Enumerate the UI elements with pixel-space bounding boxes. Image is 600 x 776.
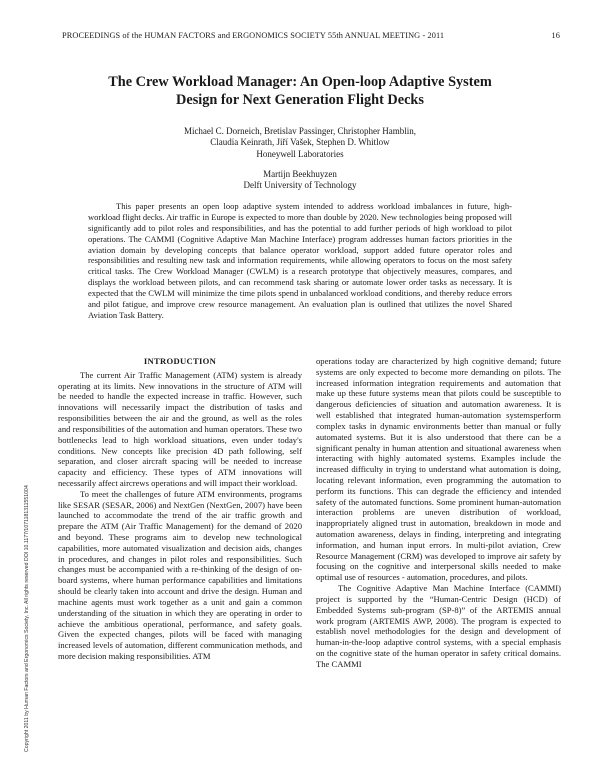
- right-column: [316, 356, 561, 670]
- intro-paragraph-3: operations today are characterized by high cognitive demand; future systems are only expected to become more demanding on pilots. The increased information integration requirements and automation that make up these future systems mean that pilots could be susceptible to dangerous deficiencies of situation and automation awareness. It is well established that integrated human-automation systemsperform complex tasks in dynamic environments better than manual or fully automated systems. But it is also understood that there can be a significant penalty in human attention and situational awareness when interacting with highly automated systems. Examples include the increased difficulty in trying to understand what automation is doing, locating relevant information, even programming the automation to perform its functions. This can degrade the efficiency and intended safety of the automated functions. Some prominent human-automation interaction problems are uneven distribution of workload, inappropriately aligned trust in automation, breakdown in mode and automation awareness, delays in finding, interpreting and integrating information, and human input errors. In multi-pilot aviation, Crew Resource Management (CRM) was developed to improve air safety by focusing on the cognitive and interpersonal skills needed to make optimal use of resources - automation, procedures, and pilots.: [316, 356, 561, 583]
- title-line-2: Design for Next Generation Flight Decks: [176, 91, 424, 108]
- copyright-notice: Copyright 2011 by Human Factors and Ergonomics Society, Inc. All rights reserved DOI 10.1177/1071181311551004: [24, 485, 30, 752]
- left-column: [58, 356, 302, 662]
- abstract-text: This paper presents an open loop adaptive system intended to address workload imbalances in future, high-workload flight decks. Air traffic in Europe is expected to more than double by 2020. New technologies being proposed will significantly add to pilot roles and responsibilities, and has the potential to add further periods of high workload to pilot operations. The CAMMI (Cognitive Adaptive Man Machine Interface) program addresses human factors priorities in the aviation domain by developing concepts that balance operator workload, support added future operator roles and responsibilities and resulting new task and information requirements, while allowing operators to focus on the most safety critical tasks. The Crew Workload Manager (CWLM) is a research prototype that objectively measures, compares, and displays the workload between pilots, and can recommend task sharing or automate lower order tasks as necessary. It is expected that the CWLM will minimize the time pilots spend in unbalanced workload conditions, and thereby reduce errors and pilot fatigue, and improve crew resource management. An evaluation plan is outlined that utilizes the novel Shared Aviation Task Battery.: [88, 201, 512, 320]
- running-title: PROCEEDINGS of the HUMAN FACTORS and ERGONOMICS SOCIETY 55th ANNUAL MEETING - 2011: [62, 31, 445, 40]
- title-line-1: The Crew Workload Manager: An Open-loop Adaptive System: [108, 74, 492, 90]
- author-line-1: Michael C. Dorneich, Bretislav Passinger, Christopher Hamblin,: [183, 126, 417, 136]
- author-block-2: [60, 169, 540, 192]
- intro-paragraph-1: The current Air Traffic Management (ATM) system is already operating at its limits. New innovations in the structure of ATM will be needed to handle the expected increase in traffic. However, such innovations will necessarily impact the distribution of tasks and responsibilities between the air and the ground, as well as the roles and responsibilities of the automation and human operators. These two bottlenecks lead to high workload situations, even under today's conditions. New concepts like precision 4D path following, self separation, and closer aircraft spacing will be needed to increase capacity and efficiency. These types of ATM innovations will necessarily affect aircrews operations and will impact their workload.: [58, 369, 302, 488]
- affiliation-2: Delft University of Technology: [243, 180, 357, 191]
- page-number: 16: [551, 31, 560, 40]
- author-line-2: Claudia Keinrath, Jiří Vašek, Stephen D. Whitlow: [210, 137, 390, 148]
- author-block: [60, 126, 540, 160]
- abstract: [88, 201, 512, 321]
- running-header: [62, 31, 560, 40]
- author-2: Martijn Beekhuyzen: [263, 169, 337, 179]
- affiliation-1: Honeywell Laboratories: [256, 148, 344, 159]
- intro-paragraph-4: The Cognitive Adaptive Man Machine Interface (CAMMI) project is supported by the “Human-Centric Design (HCD) of Embedded Systems sub-program (SP-8)” of the ARTEMIS annual work program (ARTEMIS AWP, 2008). The program is expected to establish novel methodologies for the design and development of human-in-the-loop adaptive control systems, with a special emphasis on the cognitive state of the human operator in safety critical domains. The CAMMI: [316, 583, 561, 669]
- paper-title: [60, 74, 540, 109]
- section-heading-introduction: INTRODUCTION: [143, 356, 217, 366]
- intro-paragraph-2: To meet the challenges of future ATM environments, programs like SESAR (SESAR, 2006) and NextGen (NextGen, 2007) have been launched to accommodate the trend of the air traffic growth and prepare the ATM (Air Traffic Management) for the demand of 2020 and beyond. These programs aim to develop new technological capabilities, more automated visualization and decision aids, changes in procedures, and changes in pilot roles and responsibilities. Such changes must be accompanied with a re-thinking of the design of on-board systems, where human performance capabilities and limitations should be clearly taken into account and drive the design. Human and machine agents must work together as a unit and gain a common understanding of the situation in which they are operating in order to achieve the ambitious operational, performance, and safety goals. Given the expected changes, pilots will be faced with managing increased levels of automation, different communication methods, and more decision making responsibilities. ATM: [58, 488, 302, 661]
